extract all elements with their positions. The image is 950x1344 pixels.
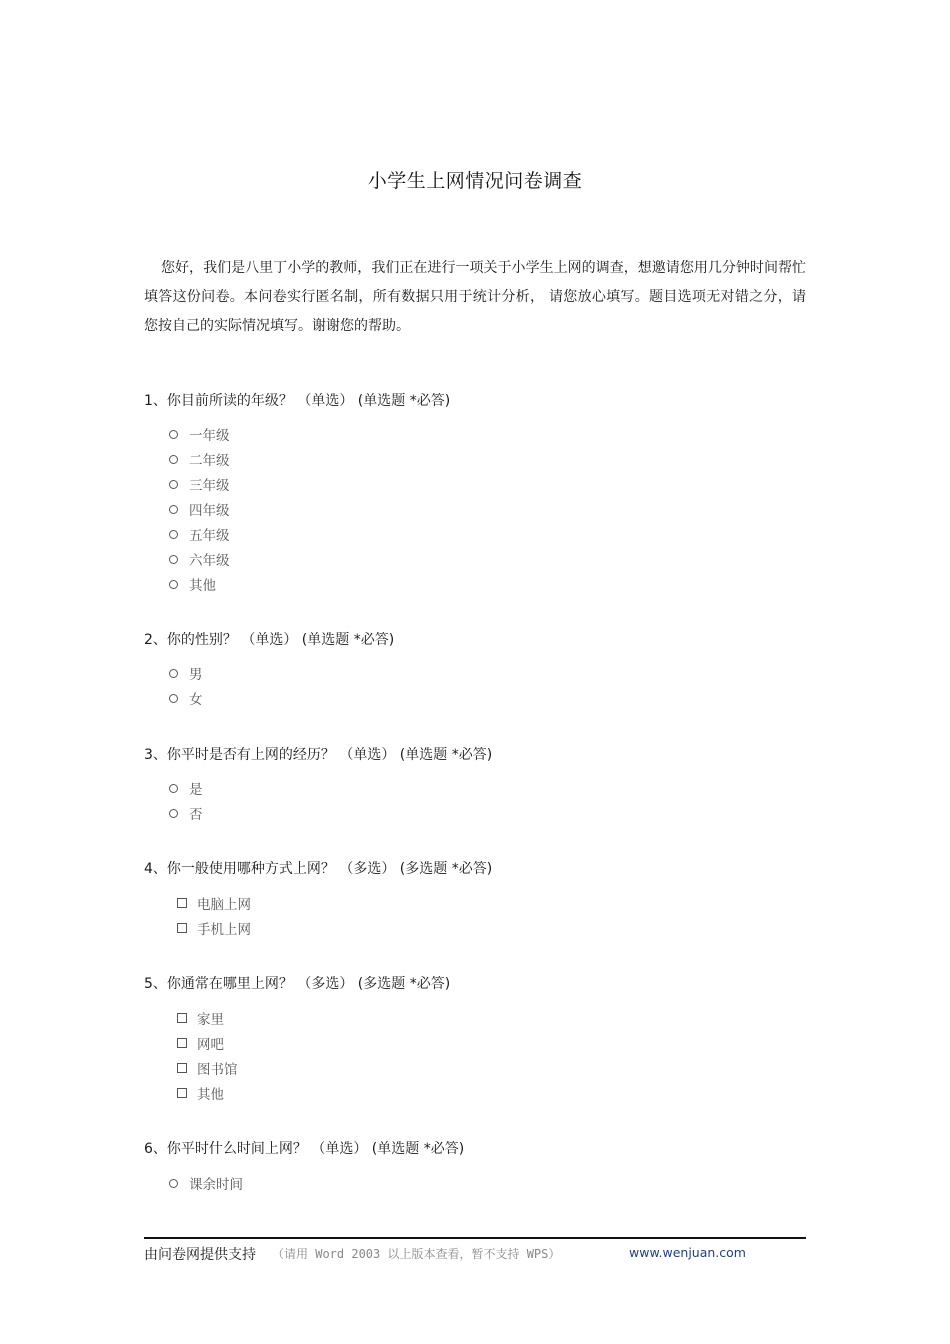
radio-circle-icon <box>169 669 178 678</box>
option-label: 手机上网 <box>197 922 251 938</box>
option-label: 三年级 <box>189 478 230 494</box>
option-label: 家里 <box>197 1012 224 1028</box>
question-2: 2、你的性别？ （单选） (单选题 *必答) <box>144 632 395 648</box>
option-label: 六年级 <box>189 553 230 569</box>
question-3: 3、你平时是否有上网的经历？ （单选） (单选题 *必答) <box>144 747 493 763</box>
option-label: 否 <box>189 807 203 823</box>
option-radio[interactable] <box>169 449 230 469</box>
footer-brand: 由问卷网提供支持 <box>144 1247 256 1263</box>
checkbox-square-icon <box>177 1013 187 1023</box>
checkbox-square-icon <box>177 1088 187 1098</box>
option-radio[interactable] <box>169 524 230 544</box>
option-radio[interactable] <box>169 803 203 823</box>
option-checkbox[interactable] <box>177 1033 224 1053</box>
option-label: 一年级 <box>189 428 230 444</box>
option-label: 男 <box>189 667 203 683</box>
radio-circle-icon <box>169 480 178 489</box>
option-label: 其他 <box>197 1087 224 1103</box>
question-6: 6、你平时什么时间上网？ （单选） (单选题 *必答) <box>144 1141 465 1157</box>
option-radio[interactable] <box>169 474 230 494</box>
radio-circle-icon <box>169 1179 178 1188</box>
radio-circle-icon <box>169 530 178 539</box>
option-checkbox[interactable] <box>177 1058 238 1078</box>
radio-circle-icon <box>169 580 178 589</box>
option-checkbox[interactable] <box>177 893 251 913</box>
option-radio[interactable] <box>169 499 230 519</box>
option-label: 课余时间 <box>189 1177 243 1193</box>
option-radio[interactable] <box>169 778 203 798</box>
radio-circle-icon <box>169 430 178 439</box>
option-label: 五年级 <box>189 528 230 544</box>
radio-circle-icon <box>169 784 178 793</box>
option-label: 是 <box>189 782 203 798</box>
checkbox-square-icon <box>177 1038 187 1048</box>
question-5: 5、你通常在哪里上网？ （多选） (多选题 *必答) <box>144 976 451 992</box>
option-label: 电脑上网 <box>197 897 251 913</box>
option-label: 二年级 <box>189 453 230 469</box>
option-checkbox[interactable] <box>177 1083 224 1103</box>
option-radio[interactable] <box>169 1173 243 1193</box>
checkbox-square-icon <box>177 1063 187 1073</box>
radio-circle-icon <box>169 809 178 818</box>
option-checkbox[interactable] <box>177 918 251 938</box>
radio-circle-icon <box>169 694 178 703</box>
checkbox-square-icon <box>177 923 187 933</box>
radio-circle-icon <box>169 555 178 564</box>
option-label: 图书馆 <box>197 1062 238 1078</box>
option-label: 其他 <box>189 578 216 594</box>
question-1: 1、你目前所读的年级？ （单选） (单选题 *必答) <box>144 393 451 409</box>
question-4: 4、你一般使用哪种方式上网？ （多选） (多选题 *必答) <box>144 861 493 877</box>
option-radio[interactable] <box>169 574 216 594</box>
radio-circle-icon <box>169 455 178 464</box>
footer-divider <box>144 1237 806 1239</box>
radio-circle-icon <box>169 505 178 514</box>
option-radio[interactable] <box>169 663 203 683</box>
option-radio[interactable] <box>169 424 230 444</box>
option-radio[interactable] <box>169 688 203 708</box>
checkbox-square-icon <box>177 898 187 908</box>
option-label: 女 <box>189 692 203 708</box>
option-label: 网吧 <box>197 1037 224 1053</box>
option-checkbox[interactable] <box>177 1008 224 1028</box>
option-radio[interactable] <box>169 549 230 569</box>
survey-title: 小学生上网情况问卷调查 <box>367 170 583 192</box>
survey-intro: 您好，我们是八里丁小学的教师，我们正在进行一项关于小学生上网的调查，想邀请您用几分钟时间帮忙填答这份问卷。本问卷实行匿名制，所有数据只用于统计分析， 请您放心填写。题目选项无对错之分，请您按自己的实际情况填写。谢谢您的帮助。 <box>144 260 806 334</box>
footer-link[interactable]: www.wenjuan.com <box>629 1245 746 1260</box>
option-label: 四年级 <box>189 503 230 519</box>
footer-note: （请用 Word 2003 以上版本查看，暂不支持 WPS） <box>272 1247 561 1261</box>
